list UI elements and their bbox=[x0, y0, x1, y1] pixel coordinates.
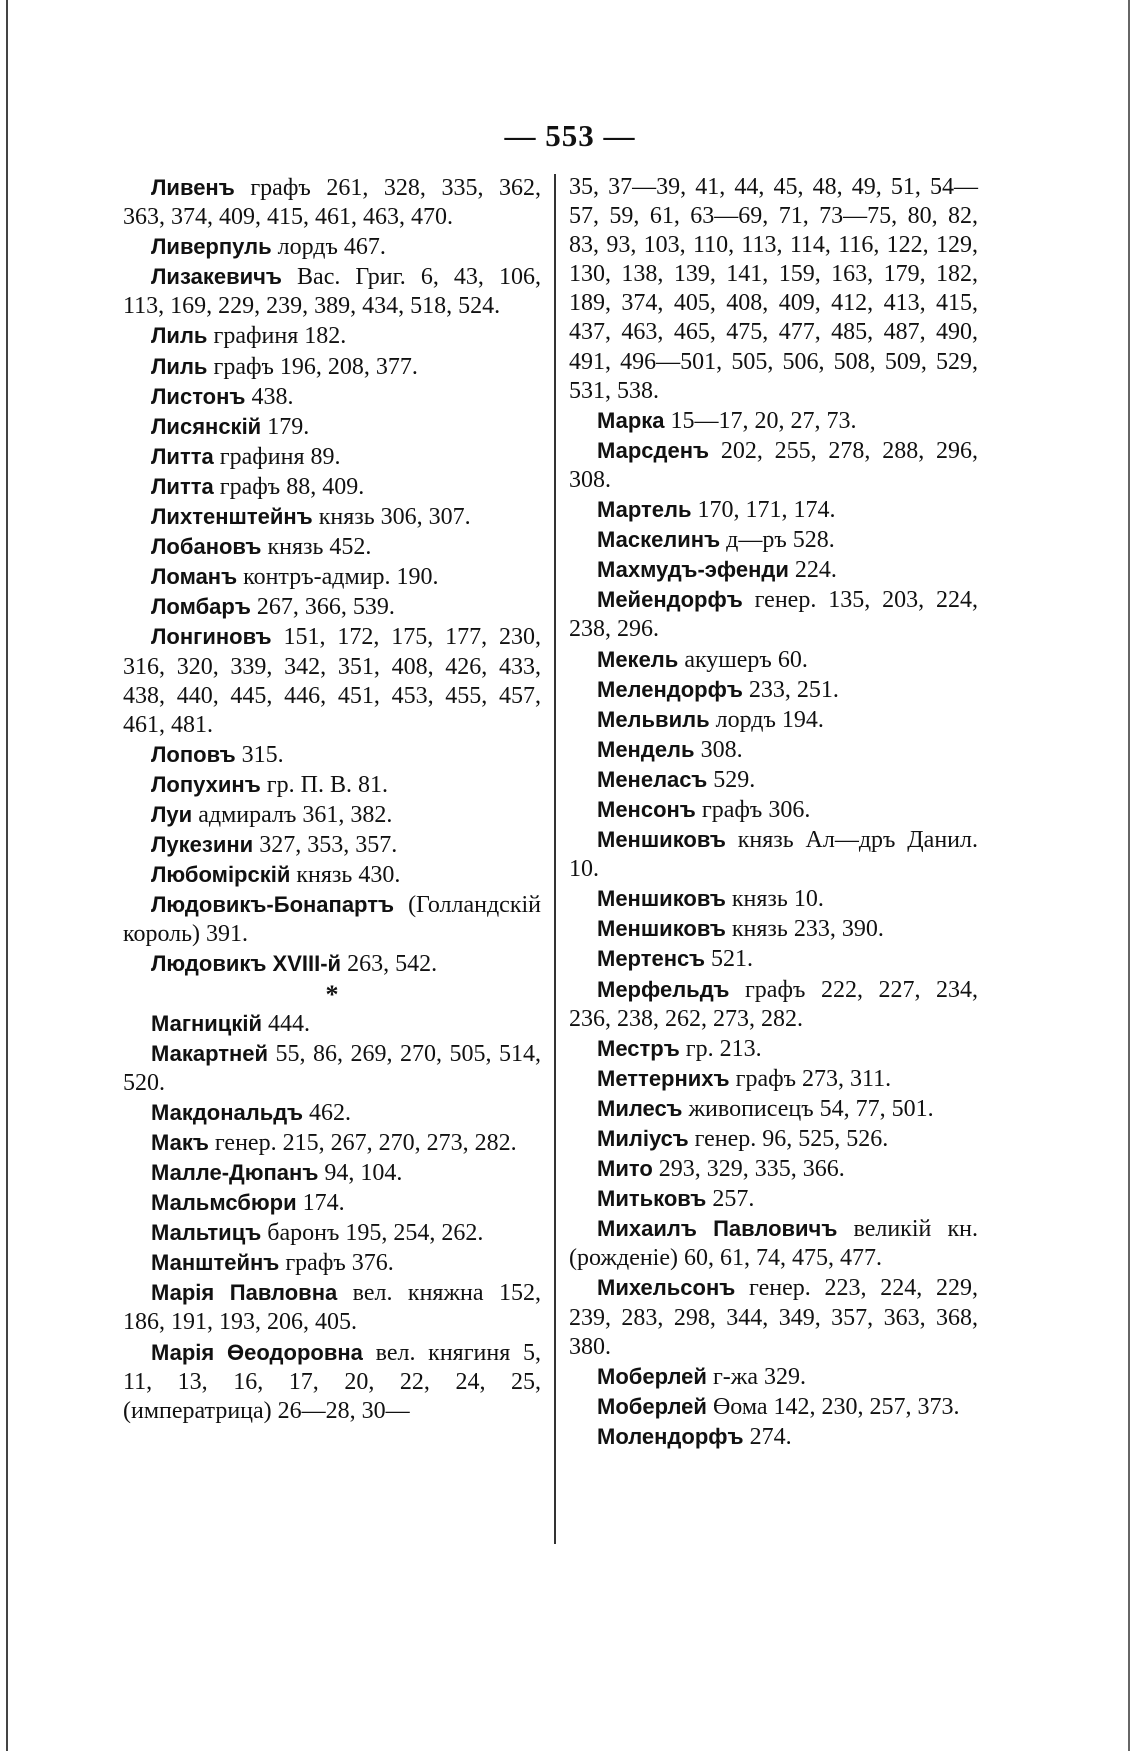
index-entry bbox=[123, 1039, 541, 1098]
index-entry bbox=[569, 884, 978, 914]
entry-name: Митьковъ bbox=[597, 1186, 707, 1212]
entry-references: 267, 366, 539. bbox=[256, 594, 395, 621]
entry-references: великій кн. (рожденіе) 60, 61, 74, 475, 477. bbox=[569, 1216, 978, 1272]
entry-name: Лоповъ bbox=[151, 741, 236, 767]
entry-name: Миліусъ bbox=[597, 1126, 689, 1151]
entry-references: живописецъ 54, 77, 501. bbox=[688, 1095, 934, 1122]
index-entry bbox=[569, 1273, 978, 1361]
entry-references: 293, 329, 335, 366. bbox=[658, 1156, 845, 1183]
index-entry bbox=[569, 1094, 978, 1124]
entry-references: 529. bbox=[713, 766, 756, 793]
entry-name: Марсденъ bbox=[597, 437, 710, 463]
index-entry bbox=[123, 1158, 541, 1188]
entry-name: Лиль bbox=[151, 353, 208, 379]
section-separator: * bbox=[325, 979, 339, 1009]
entry-references: 233, 251. bbox=[748, 676, 839, 703]
entry-name: Местръ bbox=[597, 1035, 680, 1061]
entry-references: 179. bbox=[267, 413, 310, 440]
entry-name: Милесъ bbox=[597, 1095, 683, 1121]
entry-name: Мейендорфъ bbox=[597, 587, 743, 613]
index-entry bbox=[569, 645, 978, 675]
index-entry bbox=[123, 412, 541, 442]
index-entry bbox=[569, 406, 978, 436]
index-entry bbox=[123, 442, 541, 472]
entry-references: графиня 89. bbox=[219, 443, 341, 470]
entry-name: Литта bbox=[151, 473, 214, 499]
entry-name: Ливерпуль bbox=[151, 234, 272, 260]
entry-name: Молендорфъ bbox=[597, 1423, 744, 1449]
index-entry bbox=[569, 975, 978, 1034]
entry-references: 174. bbox=[302, 1190, 345, 1217]
entry-references: гр. 213. bbox=[685, 1035, 762, 1062]
index-entry bbox=[569, 495, 978, 525]
entry-references: Вас. Григ. 6, 43, 106, 113, 169, 229, 239, 389, 434, 518, 524. bbox=[123, 264, 541, 320]
index-entry bbox=[123, 562, 541, 592]
entry-name: Лисянскій bbox=[151, 413, 262, 439]
entry-references: 15—17, 20, 27, 73. bbox=[670, 407, 857, 434]
index-entry bbox=[123, 1098, 541, 1128]
entry-references: Өома 142, 230, 257, 373. bbox=[712, 1393, 960, 1420]
entry-references: баронъ 195, 254, 262. bbox=[267, 1220, 484, 1247]
index-entry bbox=[123, 1009, 541, 1039]
entry-name: Меншиковъ bbox=[597, 827, 726, 853]
entry-name: Марія Өеодоровна bbox=[151, 1339, 363, 1365]
index-entry bbox=[569, 1214, 978, 1273]
entry-references: князь Ал—дръ Данил. 10. bbox=[569, 827, 978, 883]
entry-references: 274. bbox=[749, 1423, 792, 1450]
index-column-left bbox=[123, 173, 541, 1426]
entry-name: Лонгиновъ bbox=[151, 624, 272, 650]
entry-references: графъ 196, 208, 377. bbox=[213, 353, 418, 380]
index-entry bbox=[123, 740, 541, 770]
entry-name: Магницкій bbox=[151, 1010, 262, 1036]
index-entry bbox=[569, 525, 978, 555]
entry-references: 257. bbox=[712, 1186, 755, 1213]
entry-name: Луи bbox=[151, 801, 193, 827]
entry-references: лордъ 194. bbox=[715, 706, 824, 733]
entry-name: Лобановъ bbox=[151, 534, 262, 560]
index-entry bbox=[569, 1124, 978, 1154]
index-entry bbox=[569, 436, 978, 495]
entry-references: графиня 182. bbox=[213, 323, 347, 350]
index-entry bbox=[569, 914, 978, 944]
index-entry bbox=[123, 382, 541, 412]
entry-references: гр. П. В. 81. bbox=[266, 771, 388, 798]
entry-references: г-жа 329. bbox=[712, 1363, 807, 1390]
entry-name: Литта bbox=[151, 443, 214, 469]
index-entry bbox=[569, 1422, 978, 1452]
entry-name: Меттернихъ bbox=[597, 1065, 730, 1091]
index-entry bbox=[569, 1362, 978, 1392]
index-entry bbox=[123, 173, 541, 232]
page-number: — 553 — bbox=[504, 118, 636, 153]
entry-references: 438. bbox=[251, 383, 294, 410]
entry-name: Маскелинъ bbox=[597, 527, 721, 553]
index-entry bbox=[123, 622, 541, 739]
entry-name: Лукезини bbox=[151, 832, 254, 858]
index-entry bbox=[123, 770, 541, 800]
entry-references: 308. bbox=[700, 736, 743, 763]
index-entry bbox=[123, 1278, 541, 1337]
entry-name: Меншиковъ bbox=[597, 886, 726, 912]
entry-references: графъ 376. bbox=[285, 1250, 394, 1277]
column-divider bbox=[554, 174, 556, 1544]
entry-references: графъ 88, 409. bbox=[219, 473, 365, 500]
entry-references: князь 233, 390. bbox=[731, 916, 884, 943]
entry-name: Михаилъ Павловичъ bbox=[597, 1216, 838, 1242]
entry-name: Лихтенштейнъ bbox=[151, 504, 313, 530]
index-entry bbox=[569, 585, 978, 644]
entry-name: Макартней bbox=[151, 1040, 269, 1066]
index-entry-continuation: 35, 37—39, 41, 44, 45, 48, 49, 51, 54—57, 59, 61, 63—69, 71, 73—75, 80, 82, 83, 93, 103, 110, 113, 114, 116, 122, 129, 130, 138, 139, 141, 159, 163, 179, 182, 189, 374, 405, 408, 409, 412, 413, 415, 437, 463, 465, 475, 477, 485, 487, 490, 491, 496—501, 505, 506, 508, 509, 529, 531, 538. bbox=[569, 174, 978, 404]
entry-references: 170, 171, 174. bbox=[697, 497, 836, 524]
index-entry bbox=[123, 949, 541, 979]
index-entry bbox=[123, 830, 541, 860]
entry-name: Мельвиль bbox=[597, 706, 710, 732]
entry-references: 315. bbox=[241, 741, 284, 768]
entry-name: Мальтицъ bbox=[151, 1220, 262, 1246]
page-left-edge bbox=[6, 0, 8, 1751]
entry-name: Михельсонъ bbox=[597, 1275, 736, 1301]
entry-name: Любомірскій bbox=[151, 862, 291, 888]
entry-name: Мелендорфъ bbox=[597, 676, 743, 702]
index-entry bbox=[569, 555, 978, 585]
entry-name: Манштейнъ bbox=[151, 1250, 280, 1276]
index-entry bbox=[569, 795, 978, 825]
entry-name: Листонъ bbox=[151, 383, 246, 409]
index-entry bbox=[123, 1128, 541, 1158]
index-entry bbox=[123, 1218, 541, 1248]
entry-references: генер. 96, 525, 526. bbox=[694, 1126, 889, 1152]
entry-name: Моберлей bbox=[597, 1363, 707, 1389]
entry-name: Марія Павловна bbox=[151, 1280, 338, 1306]
entry-name: Малле-Дюпанъ bbox=[151, 1160, 319, 1185]
entry-name: Мартель bbox=[597, 497, 692, 523]
entry-name: Менеласъ bbox=[597, 766, 708, 792]
entry-references: 462. bbox=[308, 1099, 351, 1126]
entry-references: контръ-адмир. 190. bbox=[243, 564, 439, 591]
entry-references: князь 306, 307. bbox=[318, 504, 471, 531]
entry-references: адмиралъ 361, 382. bbox=[198, 801, 393, 828]
entry-references: графъ 273, 311. bbox=[735, 1065, 892, 1092]
entry-name: Мекель bbox=[597, 646, 679, 672]
entry-name: Моберлей bbox=[597, 1393, 707, 1419]
index-entry bbox=[569, 705, 978, 735]
entry-name: Мертенсъ bbox=[597, 946, 705, 972]
entry-name: Менсонъ bbox=[597, 796, 696, 822]
entry-name: Макдональдъ bbox=[151, 1099, 303, 1125]
entry-name: Людовикъ-Бонапартъ bbox=[151, 892, 395, 918]
index-entry bbox=[123, 800, 541, 830]
entry-name: Марка bbox=[597, 407, 665, 433]
index-entry bbox=[569, 825, 978, 884]
entry-references: графъ 306. bbox=[701, 796, 811, 823]
index-entry bbox=[123, 502, 541, 532]
entry-name: Меншиковъ bbox=[597, 916, 726, 942]
entry-name: Лиль bbox=[151, 323, 208, 349]
entry-name: Мальмсбюри bbox=[151, 1190, 297, 1216]
index-entry bbox=[123, 232, 541, 262]
entry-references: генер. 135, 203, 224, 238, 296. bbox=[569, 587, 978, 643]
entry-references: 444. bbox=[267, 1010, 310, 1037]
index-entry bbox=[123, 262, 541, 321]
index-entry bbox=[569, 1034, 978, 1064]
entry-name: Ломбаръ bbox=[151, 594, 251, 620]
entry-name: Людовикъ XVIII-й bbox=[151, 951, 342, 977]
page-right-edge bbox=[1128, 0, 1130, 1751]
index-entry bbox=[123, 472, 541, 502]
entry-references: графъ 261, 328, 335, 362, 363, 374, 409, 415, 461, 463, 470. bbox=[123, 175, 541, 231]
entry-name: Макъ bbox=[151, 1129, 209, 1155]
index-entry bbox=[123, 860, 541, 890]
entry-references: д—ръ 528. bbox=[726, 527, 835, 554]
entry-references: генер. 223, 224, 229, 239, 283, 298, 344, 349, 357, 363, 368, 380. bbox=[569, 1275, 978, 1360]
entry-name: Махмудъ-эфенди bbox=[597, 557, 789, 583]
entry-name: Лопухинъ bbox=[151, 771, 261, 797]
index-entry bbox=[569, 1184, 978, 1214]
entry-name: Мито bbox=[597, 1156, 653, 1182]
index-column-right bbox=[569, 173, 978, 1452]
entry-references: вел. княжна 152, 186, 191, 193, 206, 405. bbox=[123, 1280, 541, 1336]
index-entry bbox=[123, 1248, 541, 1278]
index-entry bbox=[569, 765, 978, 795]
entry-references: князь 10. bbox=[731, 886, 824, 913]
entry-references: 521. bbox=[711, 946, 753, 973]
index-entry bbox=[569, 1064, 978, 1094]
entry-references: 151, 172, 175, 177, 230, 316, 320, 339, 342, 351, 408, 426, 433, 438, 440, 445, 446, 451, 453, 455, 457, 461, 481. bbox=[123, 624, 542, 738]
index-entry bbox=[123, 890, 541, 949]
entry-references: лордъ 467. bbox=[277, 234, 386, 261]
index-entry bbox=[569, 1154, 978, 1184]
entry-references: князь 452. bbox=[267, 534, 372, 561]
entry-references: 224. bbox=[794, 557, 837, 584]
entry-references: 263, 542. bbox=[347, 951, 438, 978]
entry-references: вел. княгиня 5, 11, 13, 16, 17, 20, 22, 24, 25, (императрица) 26—28, 30— bbox=[123, 1339, 542, 1424]
index-entry bbox=[569, 735, 978, 765]
entry-references: графъ 222, 227, 234, 236, 238, 262, 273, 282. bbox=[569, 976, 978, 1032]
index-entry bbox=[123, 532, 541, 562]
entry-references: 55, 86, 269, 270, 505, 514, 520. bbox=[123, 1040, 542, 1096]
index-entry bbox=[123, 1188, 541, 1218]
index-entry bbox=[569, 1392, 978, 1422]
index-entry bbox=[569, 675, 978, 705]
entry-references: 94, 104. bbox=[324, 1160, 403, 1186]
entry-name: Ливенъ bbox=[151, 175, 235, 200]
entry-name: Мерфельдъ bbox=[597, 976, 730, 1002]
entry-references: акушеръ 60. bbox=[684, 646, 808, 673]
entry-name: Мендель bbox=[597, 736, 695, 762]
entry-name: Ломанъ bbox=[151, 564, 238, 590]
entry-references: 202, 255, 278, 288, 296, 308. bbox=[569, 437, 979, 493]
index-entry bbox=[123, 1338, 541, 1426]
index-entry bbox=[569, 944, 978, 974]
index-entry bbox=[123, 592, 541, 622]
index-entry bbox=[123, 321, 541, 351]
entry-name: Лизакевичъ bbox=[151, 264, 282, 290]
entry-references: 327, 353, 357. bbox=[259, 832, 398, 859]
entry-references: (Голландскій король) 391. bbox=[123, 892, 541, 948]
entry-references: генер. 215, 267, 270, 273, 282. bbox=[214, 1129, 517, 1156]
index-entry bbox=[123, 352, 541, 382]
entry-references: князь 430. bbox=[296, 862, 401, 889]
